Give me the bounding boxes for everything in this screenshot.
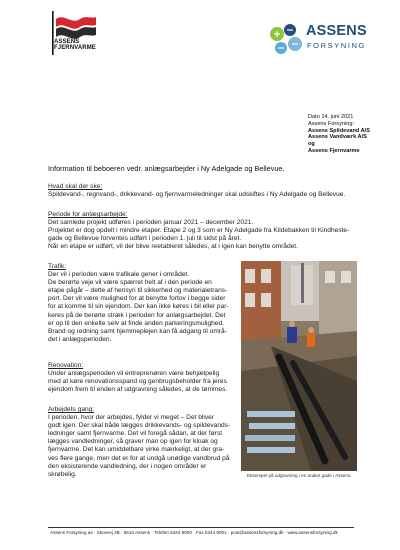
company-conjunction: og [308,141,315,148]
sender-label: Assens Forsyning: [308,120,355,127]
section-line: Det samlede projekt udføres i perioden januar 2021 – december 2021. [48,219,254,227]
section-renovation [48,362,236,394]
forsyning-logo-name: ASSENS [306,23,367,39]
forsyning-logo-sub: FORSYNING [307,41,366,50]
section-line: gade og Bellevue forventes udført i perioden 1. juli til sidst på året. [48,235,242,243]
section-line: I perioden, hvor der arbejdes, fylder vi meget – Det bliver [48,414,215,422]
section-line: Når en etape er udført, vil der blive reetableret således, at i igen kan benytte området. [48,243,298,251]
fjernvarme-logo-text: ASSENS FJERNVARME [54,39,96,51]
company-spildevand: Assens Spildevand A/S [308,127,370,134]
section-line: De berørte veje vil være spærret helt af i den periode en [48,279,212,287]
footer-text: Assens Forsyning as · Skovvej 2B · 5610 Assens · Telefon 6344 9000 · Fax 6344 9001 · post@assensforsyning.dk · www.assensforsyning.dk [50,530,338,535]
section-line: for at komme til sin ejendom. Der kan ikke køres i bil eller par- [48,303,229,311]
section-line: ves flere gange, men det er for at undgå unødige vandbrud på [48,454,230,462]
section-what [48,183,368,199]
section-line: etape pågår – dette af hensyn til sikkerhed og materialetrans- [48,287,228,295]
section-heading: Periode for anlægsarbejde: [48,211,128,218]
section-traffic [48,263,236,344]
section-line: den eksisterende vandledning, der i nogen områder er skrøbelig. [48,462,207,478]
section-line: Projektet er dog opdelt i mindre etaper. Etape 2 og 3 som er Ny Adelgade fra Kildebakken til Kindheste- [48,227,350,235]
section-line: Spildevand-, regnvand-, drikkevand- og fjernvarmeledninger skal udskiftes i Ny Adelgade og Bellevue. [48,191,346,199]
section-heading: Renovation: [48,362,84,369]
section-line: det i anlægsperioden. [48,335,112,343]
section-line: Under anlægsperioden vil entreprenøren være behjælpelig [48,370,220,378]
section-line: keres på de berørte stræk i perioden for anlægsarbejdet. Det [48,311,226,319]
letter-date: Dato 14. juni 2021 [308,114,354,120]
section-period [48,211,368,251]
company-fjernvarme: Assens Fjernvarme [308,147,360,154]
section-line: fjernvarme. Det kan umiddelbare virke mærkeligt, at der gra- [48,446,225,454]
company-vandvaerk: Assens Vandværk A/S [308,134,367,141]
section-line: port. Der vil være mulighed for at benytte fortov i begge sider [48,295,226,303]
section-heading: Hvad skal der ske: [48,183,103,190]
address-block [308,114,370,155]
section-line: ledninger samt fjernvarme. Det vil foregå sådan, at der først [48,430,223,438]
section-line: godt igen. Der skal både lægges drikkevands- og spildevands- [48,422,231,430]
section-work [48,406,236,479]
section-line: er op til den enkelte selv at finde anden parkeringsmulighed. [48,319,224,327]
excavation-photo [241,261,357,471]
section-heading: Trafik: [48,263,67,270]
section-line: Der vil i perioden være trafikale gener i området. [48,271,190,279]
footer-divider [48,527,354,528]
section-line: Brand og redning samt hjemmeplejen kan få adgang til områ- [48,327,227,335]
section-line: med at køre renovationsspand og genbrugsbeholder fra jeres [48,378,227,386]
photo-caption: Eksempel på udgravning i en anden gade i Assens. [247,473,352,478]
section-heading: Arbejdets gang: [48,406,95,413]
letter-title: Information til beboeren vedr. anlægsarbejder i Ny Adelgade og Bellevue. [48,164,285,173]
section-line: ejendom frem til enden af udgravning således, at de tømmes. [48,386,228,394]
assens-forsyning-logo-mark [268,22,304,58]
section-line: lægges vandledninger, så graver man op igen for kloak og [48,438,218,446]
